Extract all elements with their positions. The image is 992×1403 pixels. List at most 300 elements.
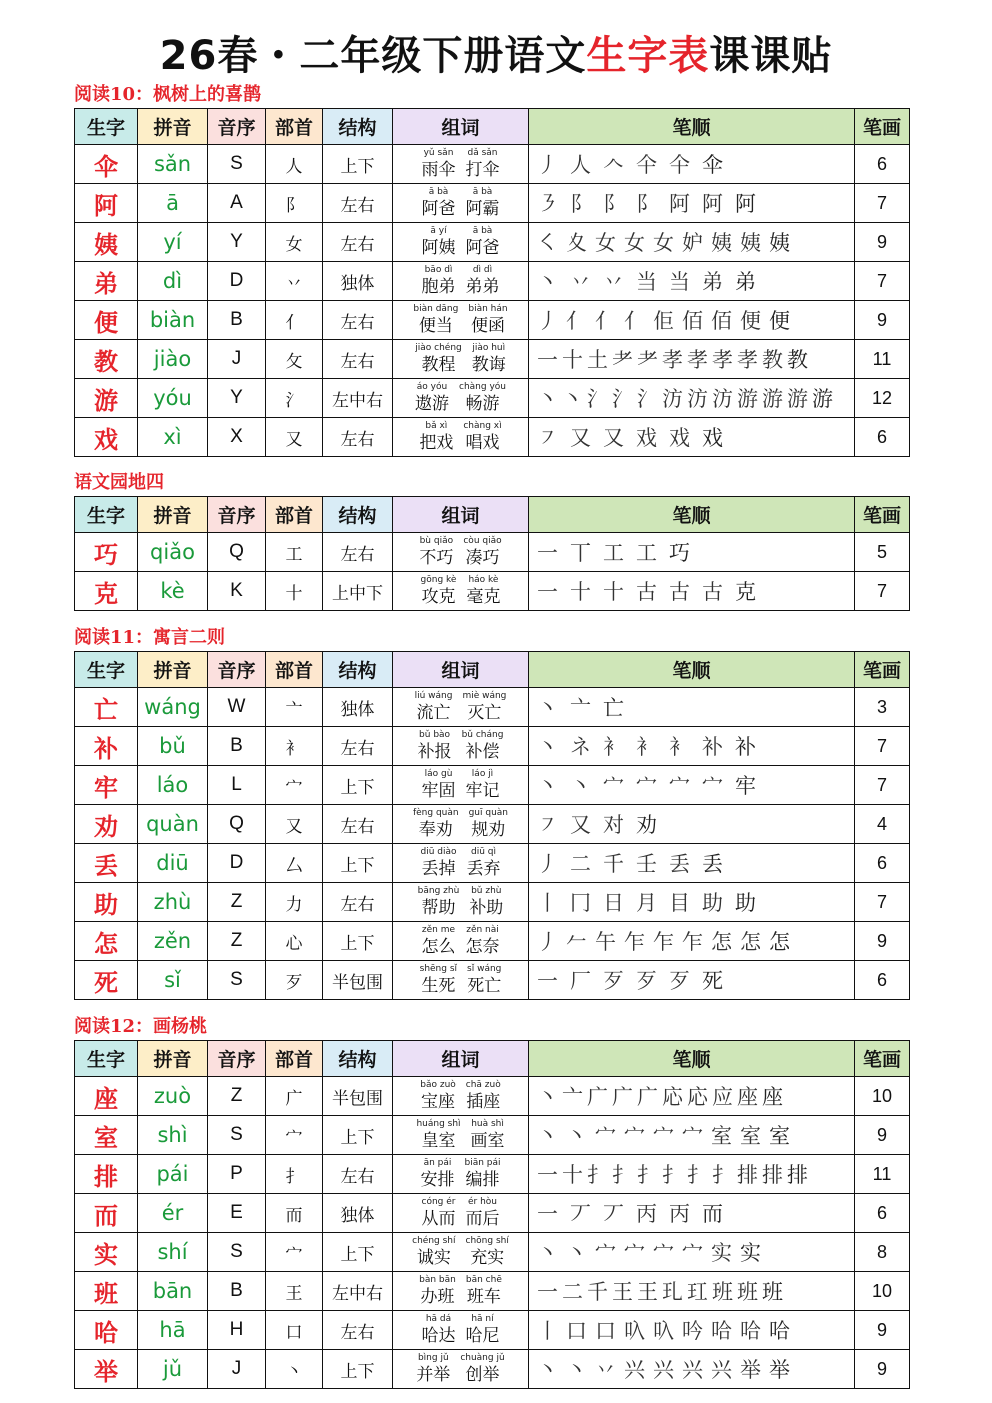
cell-pinyin: zuò (138, 1077, 208, 1116)
cell-structure: 上下 (323, 1350, 393, 1389)
cell-char: 班 (75, 1272, 138, 1311)
word-hanzi: 毫克 (466, 587, 501, 607)
stroke-step: 扌 (637, 1163, 658, 1187)
word-item (467, 848, 501, 878)
stroke-step: 哈 (740, 1319, 761, 1343)
table-row (75, 766, 910, 805)
word-item (422, 770, 456, 800)
stroke-step: 广 (587, 1085, 608, 1109)
word-pinyin: yǔ sǎn (423, 148, 454, 158)
word-pinyin: bāng zhù (417, 886, 460, 896)
stroke-step: 亠 (562, 1085, 583, 1109)
cell-pinyin: shì (138, 1116, 208, 1155)
stroke-step: 哈 (769, 1319, 790, 1343)
stroke-sequence (537, 1315, 854, 1345)
word-pinyin: bù qiǎo (419, 536, 454, 546)
cell-order: S (208, 961, 266, 1000)
cell-pinyin: zěn (138, 922, 208, 961)
word-pinyin: ér hòu (467, 1197, 497, 1207)
cell-char: 死 (75, 961, 138, 1000)
cell-char: 阿 (75, 184, 138, 223)
cell-order: W (208, 688, 266, 727)
stroke-step: 応 (662, 1085, 683, 1109)
word-pinyin: chàng yóu (459, 382, 506, 392)
stroke-step: 一 (537, 1163, 558, 1187)
stroke-step: 丷 (603, 270, 624, 294)
cell-order: K (208, 572, 266, 611)
word-pinyin: jiào chéng (415, 343, 462, 353)
stroke-step: 戏 (669, 426, 690, 450)
word-item (419, 1276, 456, 1306)
words-wrap (397, 1237, 524, 1267)
stroke-step: 当 (636, 270, 657, 294)
cell-radical: 宀 (266, 1233, 323, 1272)
stroke-step: 𠆢 (603, 153, 624, 177)
cell-radical: 厶 (266, 844, 323, 883)
stroke-step: 丶 (537, 387, 558, 411)
stroke-step: 教 (762, 348, 783, 372)
cell-structure: 左中右 (323, 1272, 393, 1311)
stroke-step: 厂 (570, 969, 591, 993)
stroke-sequence (537, 383, 854, 413)
word-item (420, 965, 457, 995)
cell-char: 姨 (75, 223, 138, 262)
table-row (75, 844, 910, 883)
stroke-step: 宀 (624, 1241, 645, 1265)
word-pinyin: huáng shì (416, 1119, 461, 1129)
page-title (0, 26, 992, 86)
word-pinyin: fèng quàn (412, 808, 459, 818)
cell-order: S (208, 1233, 266, 1272)
stroke-step: 而 (702, 1202, 723, 1226)
stroke-step: 千 (587, 1280, 608, 1304)
word-hanzi: 从而 (421, 1209, 456, 1229)
header-order: 音序 (208, 1041, 266, 1077)
stroke-step: 亡 (603, 696, 624, 720)
word-pinyin: biàn dāng (413, 304, 459, 314)
cell-words (393, 145, 529, 184)
words-wrap (397, 188, 524, 218)
header-strokes: 笔顺 (529, 497, 855, 533)
words-wrap (397, 227, 524, 257)
cell-char: 伞 (75, 145, 138, 184)
header-strokes: 笔顺 (529, 109, 855, 145)
stroke-sequence (537, 1276, 854, 1306)
cell-radical: 歹 (266, 961, 323, 1000)
cell-strokes (529, 572, 855, 611)
stroke-step: 女 (653, 231, 674, 255)
stroke-step: 兴 (653, 1358, 674, 1382)
cell-strokes (529, 533, 855, 572)
table-row (75, 533, 910, 572)
cell-char: 助 (75, 883, 138, 922)
stroke-step: ネ (570, 735, 591, 759)
cell-strokes (529, 301, 855, 340)
stroke-step: 女 (624, 231, 645, 255)
stroke-step: 佢 (653, 309, 674, 333)
stroke-step: 丷 (570, 270, 591, 294)
stroke-step: 阝 (603, 192, 624, 216)
stroke-step: 丶 (537, 1085, 558, 1109)
stroke-step: 耂 (637, 348, 658, 372)
word-hanzi: 充实 (470, 1248, 505, 1268)
cell-structure: 上下 (323, 1116, 393, 1155)
cell-order: D (208, 262, 266, 301)
stroke-step: 宀 (682, 1241, 703, 1265)
cell-pinyin: bān (138, 1272, 208, 1311)
word-item (421, 576, 457, 606)
stroke-step: ㇋ (537, 192, 558, 216)
cell-words (393, 883, 529, 922)
stroke-step: 丿 (537, 852, 558, 876)
cell-words (393, 1116, 529, 1155)
cell-pinyin: ér (138, 1194, 208, 1233)
stroke-step: 班 (737, 1280, 758, 1304)
word-pinyin: huà shì (471, 1119, 504, 1129)
stroke-step: 丷 (595, 1358, 616, 1382)
stroke-step: 叺 (653, 1319, 674, 1343)
cell-radical: 攵 (266, 340, 323, 379)
words-wrap (397, 1120, 524, 1150)
cell-order: Z (208, 922, 266, 961)
word-pinyin: sǐ wáng (467, 964, 502, 974)
stroke-step: 丶 (566, 1124, 587, 1148)
stroke-step: 孝 (712, 348, 733, 372)
cell-count: 3 (855, 688, 910, 727)
word-pinyin: láo gù (424, 769, 453, 779)
words-wrap (397, 266, 524, 296)
word-hanzi: 教程 (421, 355, 456, 375)
stroke-step: 丅 (570, 541, 591, 565)
stroke-step: 室 (740, 1124, 761, 1148)
stroke-sequence (537, 1120, 854, 1150)
stroke-step: 姨 (769, 231, 790, 255)
word-item (466, 576, 500, 606)
table-header-row (75, 497, 910, 533)
cell-radical: 女 (266, 223, 323, 262)
word-item (420, 1159, 454, 1189)
header-strokes: 笔顺 (529, 1041, 855, 1077)
stroke-step: 耂 (612, 348, 633, 372)
words-wrap (397, 1354, 524, 1384)
word-pinyin: zěn me (421, 925, 456, 935)
stroke-step: 王 (612, 1280, 633, 1304)
stroke-step: 孝 (662, 348, 683, 372)
word-hanzi: 攻克 (421, 587, 456, 607)
stroke-step: 丶 (562, 387, 583, 411)
header-structure: 结构 (323, 497, 393, 533)
word-hanzi: 安排 (420, 1170, 455, 1190)
cell-strokes (529, 262, 855, 301)
header-words: 组词 (393, 1041, 529, 1077)
cell-radical: 丶 (266, 1350, 323, 1389)
table-row (75, 727, 910, 766)
cell-count: 8 (855, 1233, 910, 1272)
word-item (415, 344, 462, 374)
stroke-step: ㇇ (537, 813, 558, 837)
stroke-step: 举 (740, 1358, 761, 1382)
stroke-step: 弟 (702, 270, 723, 294)
word-pinyin: bìng jǔ (417, 1353, 449, 1363)
cell-char: 克 (75, 572, 138, 611)
word-item (416, 1120, 460, 1150)
table-row (75, 961, 910, 1000)
word-pinyin: diū qì (471, 847, 496, 857)
word-hanzi: 弟弟 (465, 277, 500, 297)
cell-radical: 人 (266, 145, 323, 184)
words-wrap (397, 1198, 524, 1228)
table-row (75, 262, 910, 301)
stroke-step: 王 (637, 1280, 658, 1304)
stroke-step: 冂 (570, 891, 591, 915)
word-pinyin: chàng xì (463, 421, 502, 431)
section-title: 阅读12：画杨桃 (74, 1016, 208, 1037)
cell-structure: 左右 (323, 727, 393, 766)
stroke-step: 宀 (636, 774, 657, 798)
words-wrap (397, 344, 524, 374)
stroke-step: ㇛ (537, 231, 558, 255)
word-pinyin: áo yóu (416, 382, 448, 392)
stroke-step: 宀 (595, 1124, 616, 1148)
stroke-step: 一 (537, 541, 558, 565)
stroke-sequence (537, 770, 854, 800)
word-item (422, 266, 456, 296)
word-item (468, 305, 507, 335)
cell-char: 教 (75, 340, 138, 379)
word-hanzi: 奉劝 (418, 820, 453, 840)
stroke-sequence (537, 537, 854, 567)
stroke-step: 夊 (566, 231, 587, 255)
cell-words (393, 844, 529, 883)
stroke-step: 兴 (624, 1358, 645, 1382)
cell-words (393, 1194, 529, 1233)
word-hanzi: 创举 (465, 1365, 500, 1385)
stroke-sequence (537, 731, 854, 761)
cell-strokes (529, 883, 855, 922)
cell-char: 牢 (75, 766, 138, 805)
char-table (74, 496, 910, 611)
cell-words (393, 572, 529, 611)
cell-order: Y (208, 379, 266, 418)
word-pinyin: bǔ cháng (461, 730, 504, 740)
cell-order: J (208, 1350, 266, 1389)
stroke-step: 日 (603, 891, 624, 915)
stroke-step: 丶 (537, 1358, 558, 1382)
cell-order: Z (208, 883, 266, 922)
words-wrap (397, 965, 524, 995)
stroke-step: 応 (687, 1085, 708, 1109)
stroke-step: 亻 (624, 309, 645, 333)
cell-strokes (529, 1155, 855, 1194)
cell-char: 实 (75, 1233, 138, 1272)
word-pinyin: ā bà (428, 187, 449, 197)
table-header-row (75, 1041, 910, 1077)
cell-count: 6 (855, 844, 910, 883)
cell-words (393, 688, 529, 727)
header-pinyin: 拼音 (138, 652, 208, 688)
header-count: 笔画 (855, 497, 910, 533)
stroke-step: 姨 (740, 231, 761, 255)
word-pinyin: ā bà (472, 187, 493, 197)
word-item (419, 422, 453, 452)
words-wrap (397, 848, 524, 878)
stroke-sequence (537, 809, 854, 839)
cell-structure: 左右 (323, 1155, 393, 1194)
cell-words (393, 727, 529, 766)
stroke-step: 宀 (702, 774, 723, 798)
words-wrap (397, 422, 524, 452)
word-pinyin: chā zuò (465, 1080, 501, 1090)
table-row (75, 805, 910, 844)
stroke-step: 歹 (669, 969, 690, 993)
table-row (75, 1077, 910, 1116)
stroke-step: 佰 (711, 309, 732, 333)
cell-radical: 亻 (266, 301, 323, 340)
cell-strokes (529, 805, 855, 844)
cell-count: 7 (855, 572, 910, 611)
cell-words (393, 922, 529, 961)
word-pinyin: cóng ér (421, 1197, 456, 1207)
stroke-step: ㇇ (537, 426, 558, 450)
table-header-row (75, 109, 910, 145)
stroke-step: 土 (587, 348, 608, 372)
header-words: 组词 (393, 497, 529, 533)
cell-order: S (208, 1116, 266, 1155)
word-hanzi: 畅游 (465, 394, 500, 414)
stroke-step: 汸 (687, 387, 708, 411)
cell-words (393, 766, 529, 805)
stroke-step: 目 (669, 891, 690, 915)
cell-count: 10 (855, 1077, 910, 1116)
cell-structure: 左右 (323, 301, 393, 340)
cell-pinyin: bǔ (138, 727, 208, 766)
cell-structure: 上中下 (323, 572, 393, 611)
cell-strokes (529, 145, 855, 184)
stroke-step: 宀 (595, 1241, 616, 1265)
words-wrap (397, 1276, 524, 1306)
stroke-step: 丶 (537, 1241, 558, 1265)
stroke-step: 宀 (603, 774, 624, 798)
cell-radical: 宀 (266, 1116, 323, 1155)
stroke-step: 又 (570, 813, 591, 837)
stroke-step: 氵 (637, 387, 658, 411)
stroke-sequence (537, 1159, 854, 1189)
stroke-sequence (537, 188, 854, 218)
cell-structure: 左右 (323, 184, 393, 223)
stroke-step: 汸 (662, 387, 683, 411)
stroke-step: 丶 (537, 1124, 558, 1148)
stroke-step: 丨 (537, 1319, 558, 1343)
stroke-step: 壬 (636, 852, 657, 876)
word-pinyin: chuàng jǔ (460, 1353, 505, 1363)
stroke-step: 一 (537, 969, 558, 993)
stroke-step: 班 (762, 1280, 783, 1304)
stroke-sequence (537, 926, 854, 956)
cell-strokes (529, 1311, 855, 1350)
word-pinyin: bǎo zuò (420, 1080, 456, 1090)
stroke-step: 伞 (702, 153, 723, 177)
stroke-sequence (537, 1198, 854, 1228)
word-pinyin: còu qiǎo (463, 536, 502, 546)
word-item (466, 149, 500, 179)
stroke-step: 宀 (624, 1124, 645, 1148)
stroke-step: 死 (702, 969, 723, 993)
cell-strokes (529, 1077, 855, 1116)
word-item (466, 188, 500, 218)
words-wrap (397, 537, 524, 567)
cell-structure: 左右 (323, 533, 393, 572)
cell-structure: 半包围 (323, 961, 393, 1000)
stroke-step: 工 (636, 541, 657, 565)
cell-char: 座 (75, 1077, 138, 1116)
char-table (74, 108, 910, 457)
cell-strokes (529, 1350, 855, 1389)
word-pinyin: bǔ zhù (471, 886, 502, 896)
word-pinyin: hā dá (425, 1314, 452, 1324)
stroke-step: 助 (702, 891, 723, 915)
stroke-sequence (537, 576, 854, 606)
word-item (413, 305, 458, 335)
word-item (466, 266, 500, 296)
stroke-step: 乍 (682, 930, 703, 954)
word-hanzi: 插座 (466, 1092, 501, 1112)
word-pinyin: gōng kè (420, 575, 457, 585)
stroke-step: 口 (595, 1319, 616, 1343)
word-item (420, 848, 456, 878)
word-pinyin: miè wáng (462, 691, 507, 701)
cell-order: B (208, 301, 266, 340)
cell-words (393, 379, 529, 418)
stroke-step: 劝 (636, 813, 657, 837)
word-item (471, 1120, 505, 1150)
cell-strokes (529, 1116, 855, 1155)
stroke-step: 佰 (682, 309, 703, 333)
cell-char: 劝 (75, 805, 138, 844)
stroke-sequence (537, 149, 854, 179)
words-wrap (397, 809, 524, 839)
title-suffix: 课课贴 (709, 33, 833, 79)
cell-count: 7 (855, 883, 910, 922)
cell-order: P (208, 1155, 266, 1194)
cell-words (393, 533, 529, 572)
stroke-step: 衤 (603, 735, 624, 759)
word-hanzi: 怎么 (421, 937, 456, 957)
cell-structure: 左右 (323, 418, 393, 457)
stroke-step: 衤 (636, 735, 657, 759)
stroke-step: 千 (603, 852, 624, 876)
stroke-step: 丶 (570, 774, 591, 798)
stroke-step: 阿 (702, 192, 723, 216)
cell-words (393, 1350, 529, 1389)
cell-structure: 左中右 (323, 379, 393, 418)
cell-count: 9 (855, 1311, 910, 1350)
stroke-sequence (537, 305, 854, 335)
table-row (75, 301, 910, 340)
stroke-sequence (537, 692, 854, 722)
word-item (422, 926, 456, 956)
word-item (462, 692, 506, 722)
stroke-step: 仐 (669, 153, 690, 177)
word-item (469, 887, 503, 917)
stroke-sequence (537, 422, 854, 452)
cell-structure: 上下 (323, 1233, 393, 1272)
stroke-step: 姨 (711, 231, 732, 255)
word-hanzi: 补报 (417, 742, 452, 762)
cell-radical: 氵 (266, 379, 323, 418)
cell-pinyin: ā (138, 184, 208, 223)
header-char: 生字 (75, 109, 138, 145)
table-row (75, 688, 910, 727)
